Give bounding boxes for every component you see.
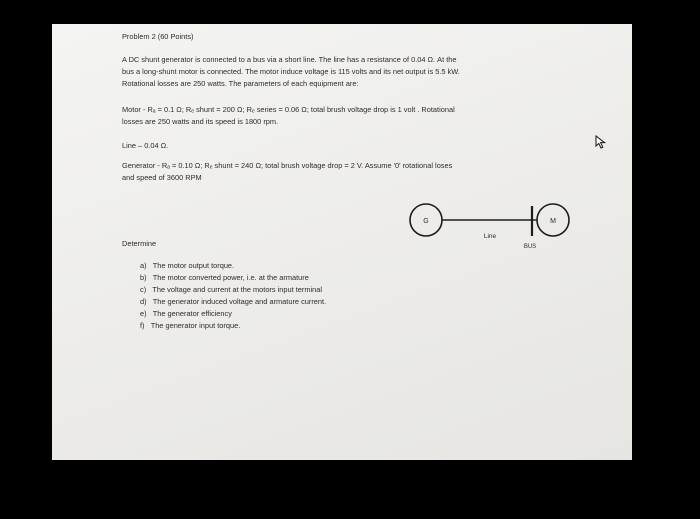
mouse-cursor-icon [595,135,607,149]
task-text: The generator efficiency [152,309,232,318]
line-label: Line [483,233,497,240]
line-params: Line – 0.04 Ω. [122,141,169,150]
document-page [52,24,632,460]
task-text: The motor output torque. [152,261,235,270]
intro-line-3: Rotational losses are 250 watts. The parameters of each equipment are: [122,79,359,88]
problem-title: Problem 2 (60 Points) [122,32,194,41]
task-item-a [140,260,234,271]
task-letter: b) [140,273,147,282]
motor-params-line-2: losses are 250 watts and its speed is 1800 rpm. [122,117,279,126]
task-letter: d) [140,297,147,306]
task-item-e [140,308,232,319]
bus-label: BUS [523,244,537,250]
task-text: The voltage and current at the motors input terminal [152,285,323,294]
intro-line-1: A DC shunt generator is connected to a bus via a short line. The line has a resistance of 0.04 Ω. At the [122,55,457,64]
task-item-f [140,320,240,331]
task-item-c [140,284,322,295]
task-text: The motor converted power, i.e. at the armature [152,273,309,282]
generator-bus-diagram [402,194,572,254]
task-letter: e) [140,309,147,318]
task-item-b [140,272,309,283]
generator-params-line-1: Generator - Rₐ = 0.10 Ω; Rₑ shunt = 240 Ω; total brush voltage drop = 2 V. Assume '0' rotational loses [122,161,453,170]
task-item-d [140,296,326,307]
task-letter: a) [140,261,147,270]
intro-line-2: bus a long-shunt motor is connected. The motor induce voltage is 115 volts and its net output is 5.5 kW. [122,67,460,76]
motor-params-line-1: Motor - Rₐ = 0.1 Ω; Rₑ shunt = 200 Ω; Rₑ series = 0.06 Ω; total brush voltage drop is 1 volt . Rotational [122,105,455,114]
motor-label: M [550,218,556,225]
task-text: The generator induced voltage and armature current. [152,297,327,306]
task-letter: c) [140,285,147,294]
generator-params-line-2: and speed of 3600 RPM [122,173,202,182]
generator-label: G [423,218,429,225]
determine-heading: Determine [122,239,157,248]
task-text: The generator input torque. [150,321,241,330]
task-letter: f) [140,321,145,330]
